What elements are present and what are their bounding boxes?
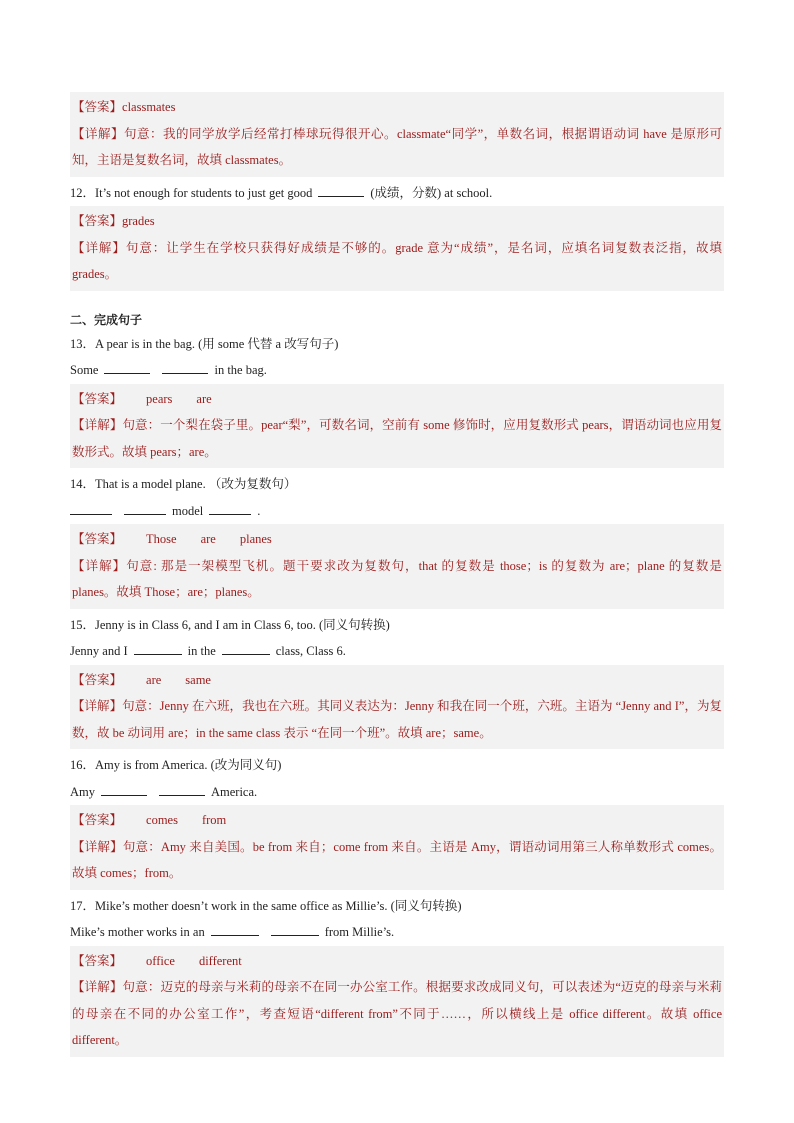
line-end: class, Class 6. [275, 644, 346, 658]
fill-line-15 [70, 638, 724, 665]
detail-label: 【详解】 [72, 980, 123, 994]
answer-blank [318, 182, 364, 197]
detail-text: 句意：迈克的母亲与米莉的母亲不在同一办公室工作。根据要求改成同义句，可以表述为“迈克的母亲与米莉的母亲在不同的办公室工作”，考查短语“different from”不同于……，所以横线上是 office different。故填 office different。 [72, 980, 722, 1047]
answer-blank [271, 921, 319, 936]
question-suffix: (成绩，分数) at school. [370, 185, 493, 200]
line-mid: in the [187, 644, 216, 658]
answer-label: 【答案】 [72, 100, 123, 114]
detail-label: 【详解】 [72, 418, 123, 432]
answer-text-1: Those [146, 532, 177, 546]
detail-line [72, 121, 722, 174]
answer-line [72, 208, 722, 235]
answer-blank [124, 500, 166, 515]
question-15: 15．Jenny is in Class 6, and I am in Class 6, too. (同义句转换) [70, 617, 390, 632]
question-16: 16．Amy is from America. (改为同义句) [70, 758, 282, 772]
line-start: Amy [70, 784, 95, 799]
detail-label: 【详解】 [72, 240, 126, 255]
answer-text-2: are [196, 391, 212, 406]
document-content [70, 92, 724, 1060]
answer-blank [222, 640, 270, 655]
detail-label: 【详解】 [72, 558, 127, 573]
answer-text-2: same [185, 672, 211, 687]
answer-text-3: planes [239, 532, 272, 546]
line-start: Mike’s mother works in an [70, 925, 205, 939]
answer-text-2: are [200, 532, 216, 546]
detail-label: 【详解】 [72, 699, 123, 713]
section-title: 二、完成句子 [70, 312, 143, 327]
line-end: . [257, 503, 261, 518]
answer-line [72, 94, 722, 121]
detail-line [72, 235, 722, 288]
detail-text: 句意：让学生在学校只获得好成绩是不够的。grade 意为“成绩”，是名词，应填名词复数表泛指，故填 grades。 [72, 240, 722, 281]
fill-line-17 [70, 919, 724, 946]
answer-text-2: different [198, 953, 242, 968]
answer-label: 【答案】 [72, 532, 123, 546]
answer-block-15 [70, 665, 724, 750]
detail-label: 【详解】 [72, 126, 124, 141]
answer-block-13 [70, 384, 724, 469]
answer-blank [101, 781, 147, 796]
answer-label: 【答案】 [72, 214, 123, 228]
answer-block-16 [70, 805, 724, 890]
detail-line [72, 553, 722, 606]
detail-text: 句意：Jenny 在六班，我也在六班。其同义表达为：Jenny 和我在同一个班，六班。主语为 “Jenny and I”，为复数，故 be 动词用 are；in the same class 表示 “在同一个班”。故填 are；same。 [72, 699, 722, 740]
line-start: Some [70, 363, 99, 377]
detail-line [72, 974, 722, 1054]
question-17: 17．Mike’s mother doesn’t work in the same office as Millie’s. (同义句转换) [70, 898, 462, 913]
question-12 [70, 180, 724, 207]
answer-label: 【答案】 [72, 953, 123, 968]
answer-text-1: pears [146, 391, 173, 406]
line-end: from Millie’s. [324, 925, 395, 939]
answer-line [72, 386, 722, 413]
detail-line [72, 834, 722, 887]
answer-block-12 [70, 206, 724, 291]
answer-line [72, 948, 722, 975]
answer-line [72, 667, 722, 694]
answer-blank [134, 640, 182, 655]
answer-text-1: comes [146, 813, 178, 827]
question-13: 13．A pear is in the bag. (用 some 代替 a 改写句子) [70, 336, 339, 351]
fill-line-16 [70, 779, 724, 806]
line-end: in the bag. [214, 363, 267, 377]
answer-blank [209, 500, 251, 515]
answer-blank [104, 359, 150, 374]
detail-text: 句意：一个梨在袋子里。pear“梨”，可数名词，空前有 some 修饰时，应用复数形式 pears，谓语动词也应用复数形式。故填 pears；are。 [72, 418, 722, 459]
detail-line [72, 412, 722, 465]
answer-line [72, 526, 722, 553]
answer-block-14 [70, 524, 724, 609]
fill-line-14 [70, 498, 724, 525]
detail-line [72, 693, 722, 746]
detail-label: 【详解】 [72, 839, 123, 854]
answer-text: classmates [122, 100, 176, 114]
detail-text: 句意: 那是一架模型飞机。题干要求改为复数句，that 的复数是 those；is 的复数为 are；plane 的复数是 planes。故填 Those；are；planes。 [72, 558, 722, 599]
answer-text-2: from [201, 813, 227, 827]
answer-label: 【答案】 [72, 672, 123, 687]
question-prefix: 12．It’s not enough for students to just get good [70, 185, 313, 200]
answer-blank [162, 359, 208, 374]
detail-text: 句意：Amy 来自美国。be from 来自；come from 来自。主语是 Amy，谓语动词用第三人称单数形式 comes。故填 comes；from。 [72, 839, 722, 880]
line-start: Jenny and I [70, 644, 128, 658]
answer-block-11 [70, 92, 724, 177]
answer-line [72, 807, 722, 834]
line-mid: model [172, 503, 204, 518]
answer-blank [159, 781, 205, 796]
answer-blank [211, 921, 259, 936]
detail-text: 句意：我的同学放学后经常打棒球玩得很开心。classmate“同学”，单数名词，根据谓语动词 have 是原形可知，主语是复数名词，故填 classmates。 [72, 126, 722, 167]
line-end: America. [211, 784, 258, 799]
question-14: 14．That is a model plane. （改为复数句） [70, 477, 297, 491]
fill-line-13 [70, 357, 724, 384]
answer-text: grades [122, 214, 155, 228]
answer-label: 【答案】 [72, 391, 123, 406]
answer-text-1: office [146, 953, 175, 968]
answer-blank [70, 500, 112, 515]
answer-text-1: are [146, 672, 162, 687]
answer-label: 【答案】 [72, 813, 123, 827]
answer-block-17 [70, 946, 724, 1057]
